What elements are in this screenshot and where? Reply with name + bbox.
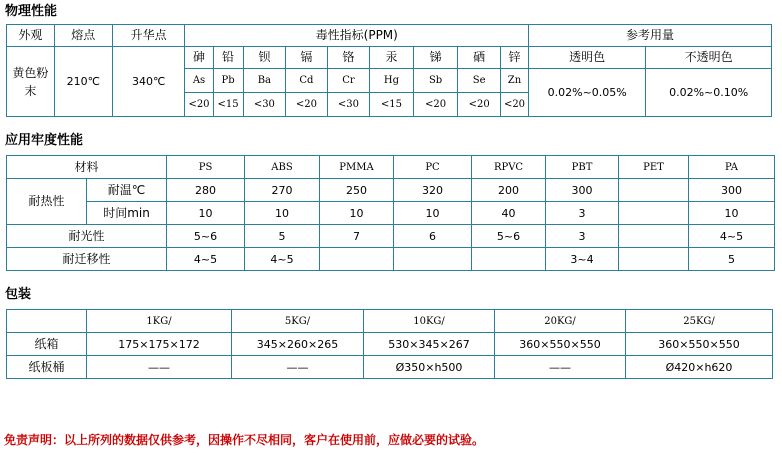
heat-resistance-label: 耐热性 [7, 179, 87, 225]
element-limit: <30 [243, 93, 286, 117]
dosage-value-transparent: 0.02%~0.05% [529, 69, 646, 117]
material-header: PS [167, 156, 245, 179]
migration-cell [619, 248, 689, 271]
light-fastness-cell: 4~5 [689, 225, 775, 248]
element-name: 铬 [327, 47, 370, 69]
header-melting-point: 熔点 [54, 25, 112, 47]
fiber-drum-cell: —— [495, 356, 626, 379]
element-limit: <20 [413, 93, 458, 117]
header-toxicity: 毒性指标(PPM) [185, 25, 529, 47]
carton-cell: 345×260×265 [232, 333, 364, 356]
time-label: 时间min [87, 202, 167, 225]
material-header: PA [689, 156, 775, 179]
element-name: 锌 [500, 47, 528, 69]
dosage-type-opaque: 不透明色 [646, 47, 772, 69]
temperature-label: 耐温℃ [87, 179, 167, 202]
migration-cell [320, 248, 394, 271]
fiber-drum-cell: —— [232, 356, 364, 379]
material-label: 材料 [7, 156, 167, 179]
weight-header: 1KG/ [87, 310, 232, 333]
sublimation-point-value: 340℃ [112, 47, 185, 117]
light-fastness-cell: 5~6 [167, 225, 245, 248]
packaging-heading: 包装 [5, 287, 32, 302]
element-symbol: Pb [213, 69, 243, 93]
fiber-drum-cell: Ø420×h620 [626, 356, 773, 379]
migration-cell: 5 [689, 248, 775, 271]
temperature-cell: 300 [546, 179, 619, 202]
element-symbol: Cd [286, 69, 328, 93]
carton-cell: 175×175×172 [87, 333, 232, 356]
migration-cell: 3~4 [546, 248, 619, 271]
disclaimer-text: 免责声明：以上所列的数据仅供参考，因操作不尽相同，客户在使用前，应做必要的试验。 [4, 433, 485, 447]
element-limit: <20 [185, 93, 213, 117]
time-cell: 10 [167, 202, 245, 225]
time-cell: 10 [245, 202, 320, 225]
material-header: RPVC [472, 156, 546, 179]
appearance-value: 黄色粉末 [7, 47, 55, 117]
packaging-table [6, 309, 773, 379]
temperature-cell: 280 [167, 179, 245, 202]
migration-label: 耐迁移性 [7, 248, 167, 271]
migration-cell: 4~5 [167, 248, 245, 271]
header-appearance: 外观 [7, 25, 55, 47]
light-fastness-cell: 6 [394, 225, 472, 248]
melting-point-value: 210℃ [54, 47, 112, 117]
element-limit: <20 [286, 93, 328, 117]
fastness-table [6, 155, 775, 271]
physical-properties-table [6, 24, 772, 117]
element-name: 钡 [243, 47, 286, 69]
light-fastness-cell: 3 [546, 225, 619, 248]
dosage-type-transparent: 透明色 [529, 47, 646, 69]
carton-label: 纸箱 [7, 333, 87, 356]
material-header: PC [394, 156, 472, 179]
migration-cell: 4~5 [245, 248, 320, 271]
light-fastness-label: 耐光性 [7, 225, 167, 248]
migration-cell [472, 248, 546, 271]
temperature-cell [619, 179, 689, 202]
weight-header: 25KG/ [626, 310, 773, 333]
element-limit: <15 [213, 93, 243, 117]
light-fastness-cell [619, 225, 689, 248]
element-symbol: Sb [413, 69, 458, 93]
temperature-cell: 250 [320, 179, 394, 202]
physical-properties-heading: 物理性能 [5, 4, 58, 19]
migration-cell [394, 248, 472, 271]
temperature-cell: 270 [245, 179, 320, 202]
light-fastness-cell: 7 [320, 225, 394, 248]
time-cell: 10 [394, 202, 472, 225]
element-limit: <30 [327, 93, 370, 117]
time-cell [619, 202, 689, 225]
time-cell: 10 [320, 202, 394, 225]
packaging-corner-cell [7, 310, 87, 333]
temperature-cell: 320 [394, 179, 472, 202]
light-fastness-cell: 5 [245, 225, 320, 248]
element-symbol: Zn [500, 69, 528, 93]
element-symbol: Ba [243, 69, 286, 93]
fiber-drum-label: 纸板桶 [7, 356, 87, 379]
time-cell: 10 [689, 202, 775, 225]
carton-cell: 530×345×267 [364, 333, 495, 356]
fiber-drum-cell: Ø350×h500 [364, 356, 495, 379]
element-limit: <20 [458, 93, 501, 117]
element-symbol: Se [458, 69, 501, 93]
fastness-properties-heading: 应用牢度性能 [5, 133, 84, 148]
time-cell: 3 [546, 202, 619, 225]
element-name: 硒 [458, 47, 501, 69]
light-fastness-cell: 5~6 [472, 225, 546, 248]
weight-header: 5KG/ [232, 310, 364, 333]
element-symbol: As [185, 69, 213, 93]
temperature-cell: 300 [689, 179, 775, 202]
carton-cell: 360×550×550 [495, 333, 626, 356]
element-name: 砷 [185, 47, 213, 69]
element-name: 汞 [370, 47, 414, 69]
dosage-value-opaque: 0.02%~0.10% [646, 69, 772, 117]
element-symbol: Cr [327, 69, 370, 93]
element-name: 铅 [213, 47, 243, 69]
material-header: ABS [245, 156, 320, 179]
material-header: PET [619, 156, 689, 179]
element-symbol: Hg [370, 69, 414, 93]
element-limit: <20 [500, 93, 528, 117]
header-dosage: 参考用量 [529, 25, 772, 47]
fiber-drum-cell: —— [87, 356, 232, 379]
header-sublimation-point: 升华点 [112, 25, 185, 47]
carton-cell: 360×550×550 [626, 333, 773, 356]
weight-header: 20KG/ [495, 310, 626, 333]
material-header: PMMA [320, 156, 394, 179]
temperature-cell: 200 [472, 179, 546, 202]
weight-header: 10KG/ [364, 310, 495, 333]
time-cell: 40 [472, 202, 546, 225]
material-header: PBT [546, 156, 619, 179]
element-name: 镉 [286, 47, 328, 69]
element-name: 锑 [413, 47, 458, 69]
element-limit: <15 [370, 93, 414, 117]
